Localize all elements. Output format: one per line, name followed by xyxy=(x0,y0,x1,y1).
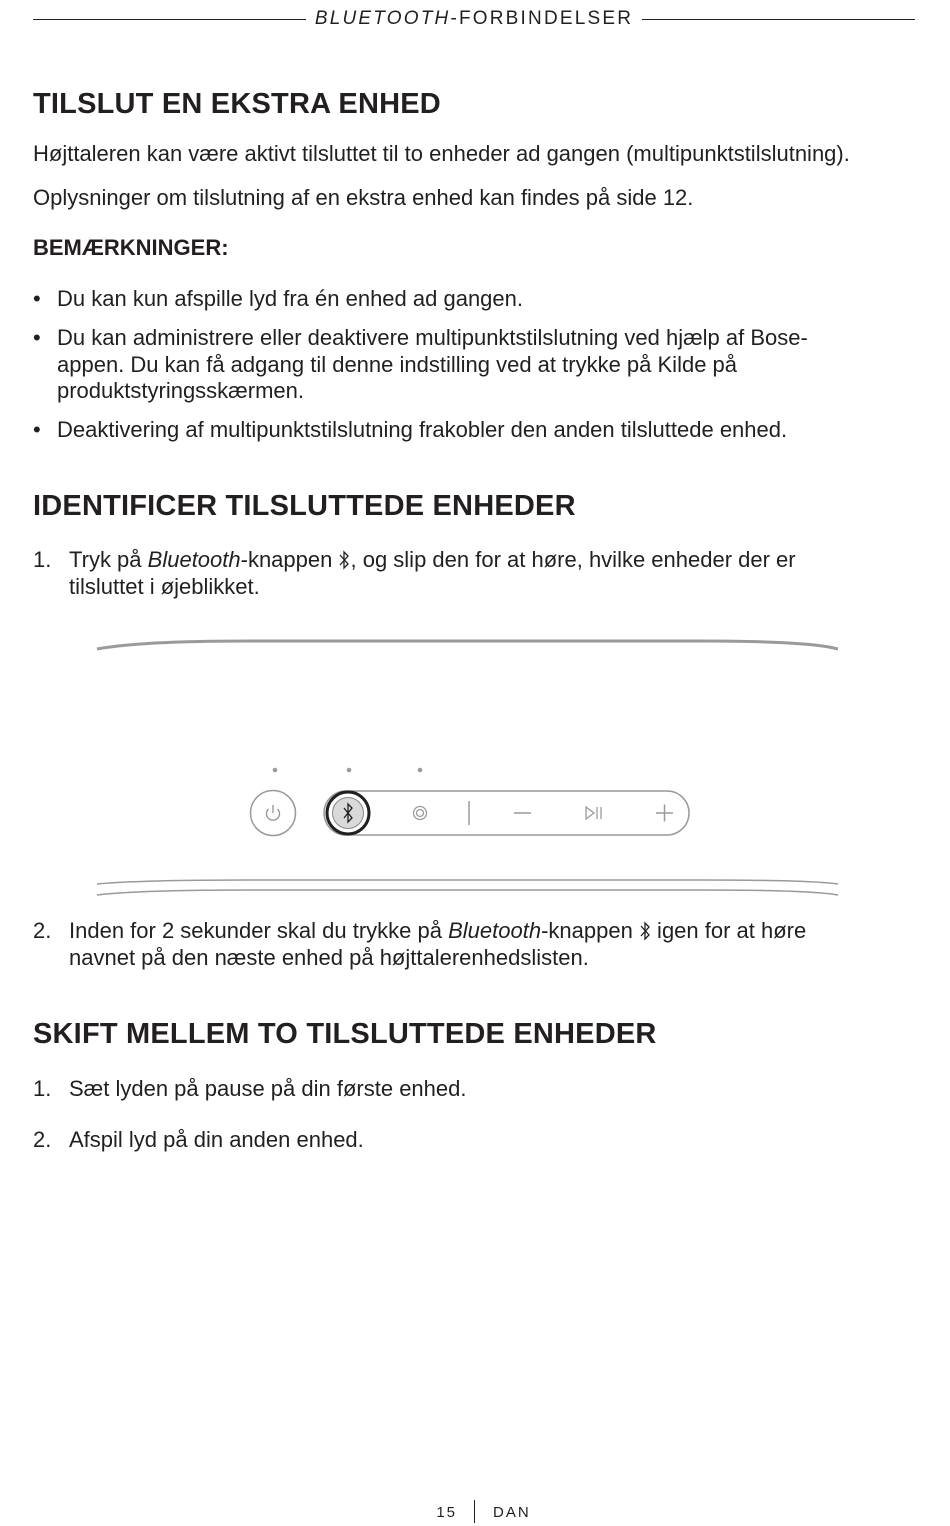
indicator-light xyxy=(273,768,278,773)
step-text xyxy=(69,918,863,971)
header-title-italic: BLUETOOTH xyxy=(314,8,451,29)
paragraph-more-info: Oplysninger om tilslutning af en ekstra enhed kan findes på side 12. xyxy=(33,185,694,210)
step-item xyxy=(33,547,853,600)
step-number: 1. xyxy=(33,1076,52,1101)
header-rule-right xyxy=(642,19,915,20)
step-number: 2. xyxy=(33,1127,52,1152)
step-text-italic: Bluetooth xyxy=(448,918,542,943)
step-number: 2. xyxy=(33,918,52,943)
header-title xyxy=(306,8,642,30)
note-bullet xyxy=(33,417,913,444)
bullet-dot: • xyxy=(33,325,41,350)
bluetooth-button xyxy=(327,792,369,834)
note-bullet xyxy=(33,286,913,313)
step-text-part: -knappen xyxy=(240,547,339,572)
speaker-top-edge xyxy=(97,641,838,649)
heading-switch: SKIFT MELLEM TO TILSLUTTEDE ENHEDER xyxy=(33,1018,657,1050)
step-item xyxy=(33,1076,913,1103)
step-text-part: igen for at høre navnet på den næste enhed på højttalerenhedslisten. xyxy=(69,918,807,970)
step-text: Afspil lyd på din anden enhed. xyxy=(69,1127,364,1152)
step-text xyxy=(69,547,853,600)
speaker-base-edge xyxy=(97,890,838,895)
step-item xyxy=(33,918,863,971)
note-bullet xyxy=(33,325,853,405)
page-number: 15 xyxy=(436,1504,457,1521)
bullet-dot: • xyxy=(33,286,41,311)
indicator-light xyxy=(418,768,423,773)
heading-connect-extra: TILSLUT EN EKSTRA ENHED xyxy=(33,88,441,120)
indicator-light xyxy=(347,768,352,773)
note-text: Du kan administrere eller deaktivere multipunktstilslutning ved hjælp af Bose-appen. Du kan få adgang til denne indstilling ved at trykke på Kilde på produktstyringsskærmen. xyxy=(57,325,808,403)
step-text-part: Tryk på xyxy=(69,547,148,572)
step-number: 1. xyxy=(33,547,52,572)
step-text-part: Inden for 2 sekunder skal du trykke på xyxy=(69,918,449,943)
step-item xyxy=(33,1127,913,1154)
note-text: Du kan kun afspille lyd fra én enhed ad gangen. xyxy=(57,286,523,311)
bluetooth-icon xyxy=(639,921,651,941)
language-code: DAN xyxy=(493,1504,531,1521)
header-title-rest: -FORBINDELSER xyxy=(450,8,634,29)
bullet-dot: • xyxy=(33,417,41,442)
step-text: Sæt lyden på pause på din første enhed. xyxy=(69,1076,467,1101)
step-text-italic: Bluetooth xyxy=(147,547,241,572)
heading-identify: IDENTIFICER TILSLUTTEDE ENHEDER xyxy=(33,490,576,522)
speaker-bottom-edge xyxy=(97,880,838,884)
notes-label: BEMÆRKNINGER: xyxy=(33,235,229,260)
header-rule-left xyxy=(33,19,306,20)
power-button xyxy=(251,791,296,836)
page-footer xyxy=(0,1500,950,1526)
step-text-part: -knappen xyxy=(541,918,639,943)
page-header xyxy=(33,7,915,31)
control-bar xyxy=(324,791,689,835)
footer-separator xyxy=(474,1500,475,1523)
paragraph-multipoint: Højttaleren kan være aktivt tilsluttet til to enheder ad gangen (multipunktstilslutning). xyxy=(33,141,850,166)
step-text-part: , og slip den for at høre, hvilke enheder der er tilsluttet i øjeblikket. xyxy=(69,547,796,599)
note-text: Deaktivering af multipunktstilslutning frakobler den anden tilsluttede enhed. xyxy=(57,417,788,442)
speaker-illustration xyxy=(0,630,950,910)
bluetooth-icon xyxy=(338,550,350,570)
